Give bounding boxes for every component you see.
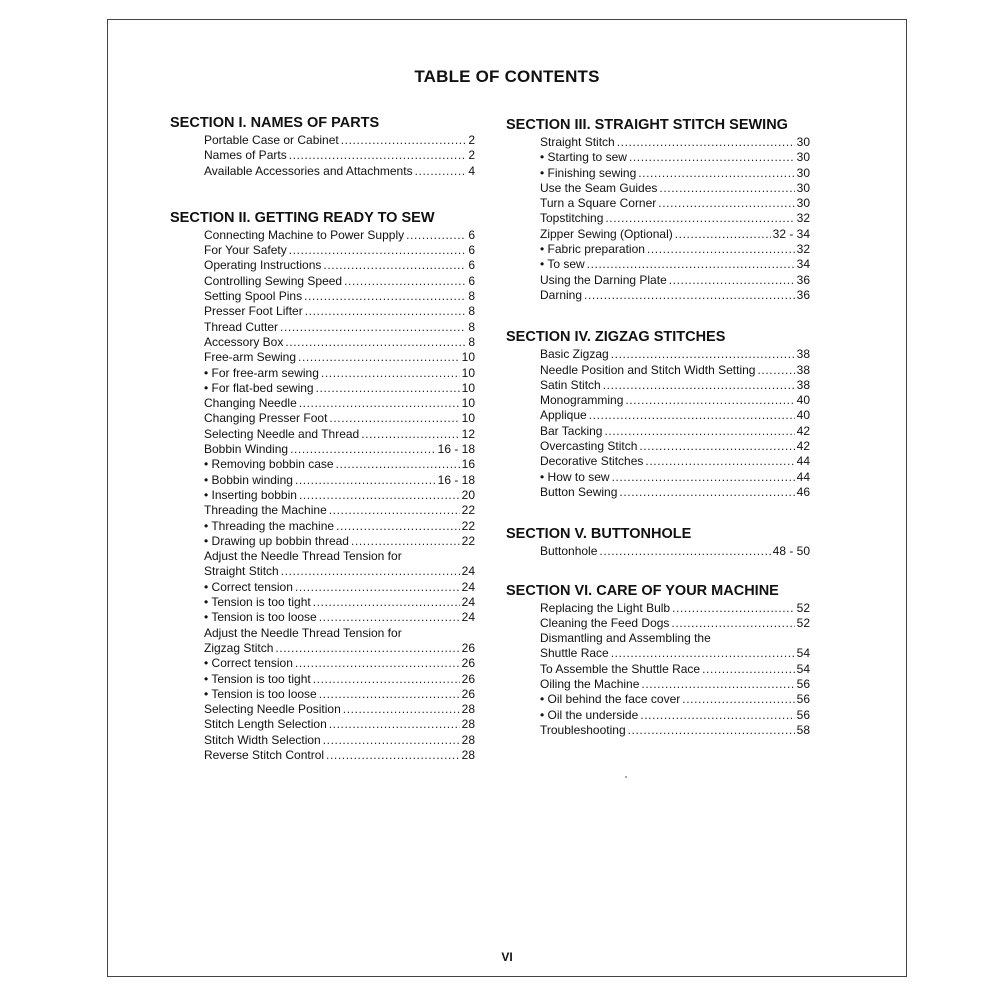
entry-title: Satin Stitch xyxy=(540,377,601,392)
toc-entry-decorative-stitches xyxy=(540,454,810,469)
toc-entry-portable-case-or-cabinet xyxy=(204,133,475,148)
entry-page-number: 42 xyxy=(796,439,810,454)
toc-entry-controlling-sewing-speed xyxy=(204,274,475,289)
toc-entry-thread-cutter xyxy=(204,320,475,335)
dot-leader xyxy=(629,150,795,165)
toc-entry-connecting-machine-to-power-supply xyxy=(204,228,475,243)
entry-title: Shuttle Race xyxy=(540,646,609,661)
entry-title: • Tension is too loose xyxy=(204,610,317,625)
toc-entry-zipper-sewing-optional xyxy=(540,227,810,242)
dot-leader xyxy=(304,289,466,304)
entry-title: Zipper Sewing (Optional) xyxy=(540,226,673,241)
entry-title: • Correct tension xyxy=(204,656,293,671)
left-column xyxy=(170,114,475,763)
toc-entry-bobbin-winding xyxy=(204,442,475,457)
entry-page-number: 30 xyxy=(796,165,810,180)
toc-entry-tension-is-too-tight xyxy=(204,595,475,610)
toc-entry-basic-zigzag xyxy=(540,347,810,362)
toc-entry-for-flat-bed-sewing xyxy=(204,381,475,396)
entry-page-number: 6 xyxy=(468,273,475,288)
toc-entry-straight-stitch xyxy=(204,564,475,579)
toc-entry-correct-tension xyxy=(204,580,475,595)
entry-title: Button Sewing xyxy=(540,484,618,499)
entry-title: Available Accessories and Attachments xyxy=(204,163,413,178)
toc-entry-oil-behind-the-face-cover xyxy=(540,692,810,707)
entry-page-number: 6 xyxy=(468,227,475,242)
entry-page-number: 32 xyxy=(796,211,810,226)
entry-title: Portable Case or Cabinet xyxy=(204,133,339,147)
entry-page-number: 28 xyxy=(461,702,475,717)
section-spacer xyxy=(506,303,810,328)
entry-page-number: 28 xyxy=(461,717,475,732)
entry-title: Oiling the Machine xyxy=(540,677,640,692)
entry-title: • To sew xyxy=(540,257,585,272)
dot-leader xyxy=(295,473,436,488)
entry-page-number: 58 xyxy=(796,722,810,737)
dot-leader xyxy=(639,439,794,454)
dot-leader xyxy=(671,616,794,631)
toc-entry-use-the-seam-guides xyxy=(540,181,810,196)
toc-entry-list xyxy=(540,601,810,739)
toc-entry-tension-is-too-loose xyxy=(204,610,475,625)
toc-entry-list xyxy=(540,135,810,303)
toc-entry-troubleshooting xyxy=(540,723,810,738)
toc-entry-overcasting-stitch xyxy=(540,439,810,454)
section-heading: SECTION IV. ZIGZAG STITCHES xyxy=(506,329,726,346)
dot-leader xyxy=(625,393,794,408)
entry-page-number: 30 xyxy=(796,196,810,211)
toc-entry-stitch-length-selection xyxy=(204,717,475,732)
entry-title: Dismantling and Assembling the xyxy=(540,631,711,646)
dot-leader xyxy=(289,243,467,258)
toc-entry-starting-to-sew xyxy=(540,150,810,165)
dot-leader xyxy=(619,485,794,500)
dot-leader xyxy=(640,708,794,723)
toc-entry-straight-stitch xyxy=(540,135,810,150)
section-spacer xyxy=(170,179,475,209)
entry-page-number: 26 xyxy=(461,671,475,686)
dot-leader xyxy=(344,274,466,289)
dot-leader xyxy=(589,408,795,423)
toc-section xyxy=(506,328,810,500)
entry-page-number: 22 xyxy=(461,503,475,518)
entry-title: • Oil the underside xyxy=(540,707,639,722)
entry-title: Selecting Needle Position xyxy=(204,702,341,717)
dot-leader xyxy=(611,347,795,362)
entry-title: Presser Foot Lifter xyxy=(204,304,303,319)
entry-page-number: 10 xyxy=(461,396,475,411)
dot-leader xyxy=(658,196,794,211)
entry-title: Buttonhole xyxy=(540,544,598,559)
entry-title: Setting Spool Pins xyxy=(204,289,303,304)
toc-entry-changing-presser-foot xyxy=(204,411,475,426)
entry-title: Operating Instructions xyxy=(204,258,322,273)
entry-page-number: 8 xyxy=(468,289,475,304)
entry-title: Thread Cutter xyxy=(204,319,279,334)
toc-entry-threading-the-machine xyxy=(204,503,475,518)
entry-title: Needle Position and Stitch Width Setting xyxy=(540,362,756,377)
entry-page-number: 20 xyxy=(461,487,475,502)
entry-title: • Tension is too tight xyxy=(204,671,311,686)
toc-section xyxy=(506,582,810,739)
entry-title: • Oil behind the face cover xyxy=(540,692,681,707)
section-spacer xyxy=(506,500,810,525)
toc-entry-buttonhole xyxy=(540,544,810,559)
entry-page-number: 36 xyxy=(796,287,810,302)
section-heading: SECTION III. STRAIGHT STITCH SEWING xyxy=(506,117,788,133)
page-title: TABLE OF CONTENTS xyxy=(414,67,600,86)
entry-page-number: 8 xyxy=(468,304,475,319)
toc-entry-satin-stitch xyxy=(540,378,810,393)
dot-leader xyxy=(605,211,794,226)
entry-title: Accessory Box xyxy=(204,334,284,349)
dot-leader xyxy=(415,164,467,179)
dot-leader xyxy=(611,646,795,661)
toc-entry-adjust-the-needle-thread-tension-for xyxy=(204,626,475,641)
entry-title: • Bobbin winding xyxy=(204,472,293,487)
section-heading: SECTION I. NAMES OF PARTS xyxy=(170,115,380,131)
toc-entry-cleaning-the-feed-dogs xyxy=(540,616,810,631)
toc-entry-topstitching xyxy=(540,211,810,226)
section-heading: SECTION V. BUTTONHOLE xyxy=(506,526,692,543)
toc-entry-needle-position-and-stitch-width-setting xyxy=(540,363,810,378)
toc-entry-available-accessories-and-attachments xyxy=(204,164,475,179)
toc-entry-accessory-box xyxy=(204,335,475,350)
entry-title: Connecting Machine to Power Supply xyxy=(204,227,405,242)
entry-page-number: 44 xyxy=(796,469,810,484)
entry-page-number: 22 xyxy=(461,533,475,548)
entry-page-number: 8 xyxy=(468,319,475,334)
entry-page-number: 16 - 18 xyxy=(437,442,475,457)
entry-title: • Finishing sewing xyxy=(540,165,637,180)
toc-entry-oil-the-underside xyxy=(540,708,810,723)
toc-entry-using-the-darning-plate xyxy=(540,273,810,288)
entry-page-number: 6 xyxy=(468,258,475,273)
dot-leader xyxy=(647,242,795,257)
entry-page-number: 40 xyxy=(796,408,810,423)
entry-page-number: 24 xyxy=(461,610,475,625)
entry-title: Zigzag Stitch xyxy=(204,640,274,655)
entry-page-number: 10 xyxy=(461,380,475,395)
dot-leader xyxy=(336,519,460,534)
entry-title: Reverse Stitch Control xyxy=(204,747,325,762)
entry-title: • Fabric preparation xyxy=(540,242,645,257)
toc-entry-dismantling-and-assembling-the xyxy=(540,631,810,646)
dot-leader xyxy=(669,273,795,288)
toc-entry-setting-spool-pins xyxy=(204,289,475,304)
entry-title: Topstitching xyxy=(540,211,604,226)
entry-title: Overcasting Stitch xyxy=(540,439,638,454)
entry-page-number: 32 xyxy=(796,242,810,257)
dot-leader xyxy=(659,181,794,196)
entry-title: • Inserting bobbin xyxy=(204,487,297,502)
entry-page-number: 28 xyxy=(461,747,475,762)
dot-leader xyxy=(329,411,459,426)
entry-page-number: 24 xyxy=(461,564,475,579)
entry-title: • Removing bobbin case xyxy=(204,457,334,472)
toc-entry-stitch-width-selection xyxy=(204,733,475,748)
entry-title: Straight Stitch xyxy=(204,564,279,579)
dot-leader xyxy=(329,717,460,732)
entry-title: Names of Parts xyxy=(204,148,287,163)
entry-title: • For free-arm sewing xyxy=(204,365,319,380)
dot-leader xyxy=(319,687,460,702)
entry-page-number: 36 xyxy=(796,272,810,287)
entry-page-number: 38 xyxy=(796,362,810,377)
entry-page-number: 24 xyxy=(461,595,475,610)
toc-entry-list xyxy=(204,228,475,763)
dot-leader xyxy=(281,564,460,579)
entry-title: Controlling Sewing Speed xyxy=(204,273,343,288)
toc-entry-removing-bobbin-case xyxy=(204,457,475,472)
dot-leader xyxy=(285,335,466,350)
entry-title: Replacing the Light Bulb xyxy=(540,600,671,615)
toc-entry-drawing-up-bobbin-thread xyxy=(204,534,475,549)
entry-page-number: 30 xyxy=(796,135,810,149)
entry-title: Adjust the Needle Thread Tension for xyxy=(204,549,402,564)
toc-entry-to-assemble-the-shuttle-race xyxy=(540,662,810,677)
dot-leader xyxy=(323,258,466,273)
dot-leader xyxy=(336,457,460,472)
toc-entry-replacing-the-light-bulb xyxy=(540,601,810,616)
dot-leader xyxy=(290,442,436,457)
toc-entry-names-of-parts xyxy=(204,148,475,163)
entry-title: Threading the Machine xyxy=(204,503,327,518)
toc-entry-zigzag-stitch xyxy=(204,641,475,656)
dot-leader xyxy=(682,692,794,707)
entry-title: Troubleshooting xyxy=(540,722,626,737)
dot-leader xyxy=(645,454,794,469)
dot-leader xyxy=(329,503,460,518)
section-heading: SECTION VI. CARE OF YOUR MACHINE xyxy=(506,582,779,599)
entry-page-number: 2 xyxy=(468,148,475,163)
dot-leader xyxy=(295,580,460,595)
toc-entry-correct-tension xyxy=(204,656,475,671)
entry-title: Bobbin Winding xyxy=(204,442,289,457)
entry-title: For Your Safety xyxy=(204,243,287,258)
toc-entry-finishing-sewing xyxy=(540,166,810,181)
entry-title: Straight Stitch xyxy=(540,135,615,149)
toc-entry-tension-is-too-loose xyxy=(204,687,475,702)
entry-title: Free-arm Sewing xyxy=(204,350,297,365)
toc-entry-threading-the-machine xyxy=(204,519,475,534)
entry-title: Selecting Needle and Thread xyxy=(204,426,360,441)
toc-section xyxy=(170,209,475,763)
entry-title: Darning xyxy=(540,287,583,302)
entry-page-number: 22 xyxy=(461,518,475,533)
toc-entry-applique xyxy=(540,408,810,423)
dot-leader xyxy=(702,662,795,677)
dot-leader xyxy=(299,396,460,411)
dot-leader xyxy=(604,424,794,439)
toc-entry-tension-is-too-tight xyxy=(204,672,475,687)
entry-page-number: 2 xyxy=(468,133,475,147)
entry-page-number: 56 xyxy=(796,707,810,722)
dot-leader xyxy=(587,257,795,272)
toc-section xyxy=(170,114,475,179)
dot-leader xyxy=(323,733,460,748)
dot-leader xyxy=(299,488,460,503)
entry-page-number: 10 xyxy=(461,411,475,426)
dot-leader xyxy=(313,595,460,610)
dot-leader xyxy=(584,288,795,303)
entry-title: Stitch Width Selection xyxy=(204,732,321,747)
entry-title: Changing Needle xyxy=(204,396,297,411)
dot-leader xyxy=(672,601,795,616)
dot-leader xyxy=(341,133,467,148)
entry-page-number: 28 xyxy=(461,732,475,747)
entry-title: • Tension is too tight xyxy=(204,595,311,610)
toc-entry-how-to-sew xyxy=(540,470,810,485)
entry-title: Changing Presser Foot xyxy=(204,411,328,426)
dot-leader xyxy=(289,148,467,163)
manual-page xyxy=(107,19,907,977)
entry-page-number: 32 - 34 xyxy=(772,226,810,241)
entry-page-number: 52 xyxy=(796,615,810,630)
toc-entry-darning xyxy=(540,288,810,303)
toc-entry-list xyxy=(204,133,475,179)
entry-title: Using the Darning Plate xyxy=(540,272,667,287)
dot-leader xyxy=(313,672,460,687)
entry-title: Decorative Stitches xyxy=(540,454,644,469)
entry-title: Cleaning the Feed Dogs xyxy=(540,615,670,630)
entry-title: Adjust the Needle Thread Tension for xyxy=(204,625,402,640)
entry-page-number: 10 xyxy=(461,350,475,365)
dot-leader xyxy=(612,470,795,485)
toc-entry-bar-tacking xyxy=(540,424,810,439)
right-column xyxy=(506,116,810,738)
toc-entry-for-your-safety xyxy=(204,243,475,258)
toc-entry-for-free-arm-sewing xyxy=(204,366,475,381)
entry-title: Bar Tacking xyxy=(540,423,603,438)
entry-title: • How to sew xyxy=(540,469,610,484)
dot-leader xyxy=(280,320,466,335)
toc-entry-list xyxy=(540,347,810,500)
dot-leader xyxy=(757,363,794,378)
dot-leader xyxy=(617,135,795,150)
entry-page-number: 16 xyxy=(461,457,475,472)
dot-leader xyxy=(316,381,460,396)
entry-title: Monogramming xyxy=(540,393,624,408)
entry-page-number: 8 xyxy=(468,334,475,349)
entry-page-number: 12 xyxy=(461,426,475,441)
toc-entry-shuttle-race xyxy=(540,646,810,661)
toc-entry-presser-foot-lifter xyxy=(204,304,475,319)
toc-entry-list xyxy=(540,544,810,559)
dot-leader xyxy=(351,534,460,549)
entry-page-number: 6 xyxy=(468,243,475,258)
entry-title: Basic Zigzag xyxy=(540,347,609,362)
toc-entry-reverse-stitch-control xyxy=(204,748,475,763)
entry-page-number: 30 xyxy=(796,180,810,195)
entry-title: • Tension is too loose xyxy=(204,686,317,701)
entry-page-number: 54 xyxy=(796,646,810,661)
toc-entry-bobbin-winding xyxy=(204,473,475,488)
entry-title: To Assemble the Shuttle Race xyxy=(540,661,701,676)
dot-leader xyxy=(638,166,794,181)
entry-title: • Correct tension xyxy=(204,579,293,594)
entry-page-number: 46 xyxy=(796,484,810,499)
toc-entry-to-sew xyxy=(540,257,810,272)
toc-entry-selecting-needle-and-thread xyxy=(204,427,475,442)
dot-leader xyxy=(641,677,794,692)
entry-title: Stitch Length Selection xyxy=(204,717,327,732)
entry-page-number: 42 xyxy=(796,423,810,438)
toc-section xyxy=(506,525,810,559)
entry-page-number: 16 - 18 xyxy=(437,472,475,487)
section-spacer xyxy=(506,560,810,582)
page-number: VI xyxy=(501,950,513,964)
stray-mark xyxy=(625,776,627,778)
entry-page-number: 40 xyxy=(796,393,810,408)
toc-section xyxy=(506,116,810,303)
dot-leader xyxy=(599,544,770,559)
dot-leader xyxy=(298,350,460,365)
entry-page-number: 30 xyxy=(796,150,810,165)
entry-page-number: 26 xyxy=(461,656,475,671)
dot-leader xyxy=(343,702,460,717)
toc-entry-changing-needle xyxy=(204,396,475,411)
dot-leader xyxy=(628,723,795,738)
dot-leader xyxy=(321,366,460,381)
entry-page-number: 56 xyxy=(796,692,810,707)
entry-page-number: 24 xyxy=(461,579,475,594)
dot-leader xyxy=(275,641,459,656)
entry-page-number: 52 xyxy=(796,600,810,615)
dot-leader xyxy=(675,227,771,242)
entry-page-number: 38 xyxy=(796,377,810,392)
entry-page-number: 38 xyxy=(796,347,810,362)
entry-title: • Starting to sew xyxy=(540,150,627,165)
entry-page-number: 34 xyxy=(796,257,810,272)
entry-page-number: 26 xyxy=(461,686,475,701)
dot-leader xyxy=(361,427,459,442)
toc-entry-fabric-preparation xyxy=(540,242,810,257)
toc-entry-selecting-needle-position xyxy=(204,702,475,717)
entry-title: Turn a Square Corner xyxy=(540,196,657,211)
toc-entry-adjust-the-needle-thread-tension-for xyxy=(204,549,475,564)
toc-entry-turn-a-square-corner xyxy=(540,196,810,211)
dot-leader xyxy=(406,228,466,243)
entry-page-number: 44 xyxy=(796,454,810,469)
dot-leader xyxy=(319,610,460,625)
entry-page-number: 26 xyxy=(461,640,475,655)
toc-entry-inserting-bobbin xyxy=(204,488,475,503)
toc-entry-monogramming xyxy=(540,393,810,408)
entry-page-number: 54 xyxy=(796,661,810,676)
toc-entry-free-arm-sewing xyxy=(204,350,475,365)
section-heading: SECTION II. GETTING READY TO SEW xyxy=(170,209,435,226)
entry-page-number: 10 xyxy=(461,365,475,380)
dot-leader xyxy=(603,378,795,393)
entry-page-number: 48 - 50 xyxy=(772,544,810,559)
entry-title: • Threading the machine xyxy=(204,518,335,533)
entry-title: • For flat-bed sewing xyxy=(204,380,314,395)
entry-title: Applique xyxy=(540,408,587,423)
entry-page-number: 4 xyxy=(468,163,475,178)
entry-title: Use the Seam Guides xyxy=(540,180,658,195)
dot-leader xyxy=(295,656,460,671)
toc-entry-operating-instructions xyxy=(204,258,475,273)
dot-leader xyxy=(326,748,460,763)
dot-leader xyxy=(305,304,467,319)
entry-title: • Drawing up bobbin thread xyxy=(204,533,349,548)
toc-entry-oiling-the-machine xyxy=(540,677,810,692)
entry-page-number: 56 xyxy=(796,677,810,692)
toc-entry-button-sewing xyxy=(540,485,810,500)
